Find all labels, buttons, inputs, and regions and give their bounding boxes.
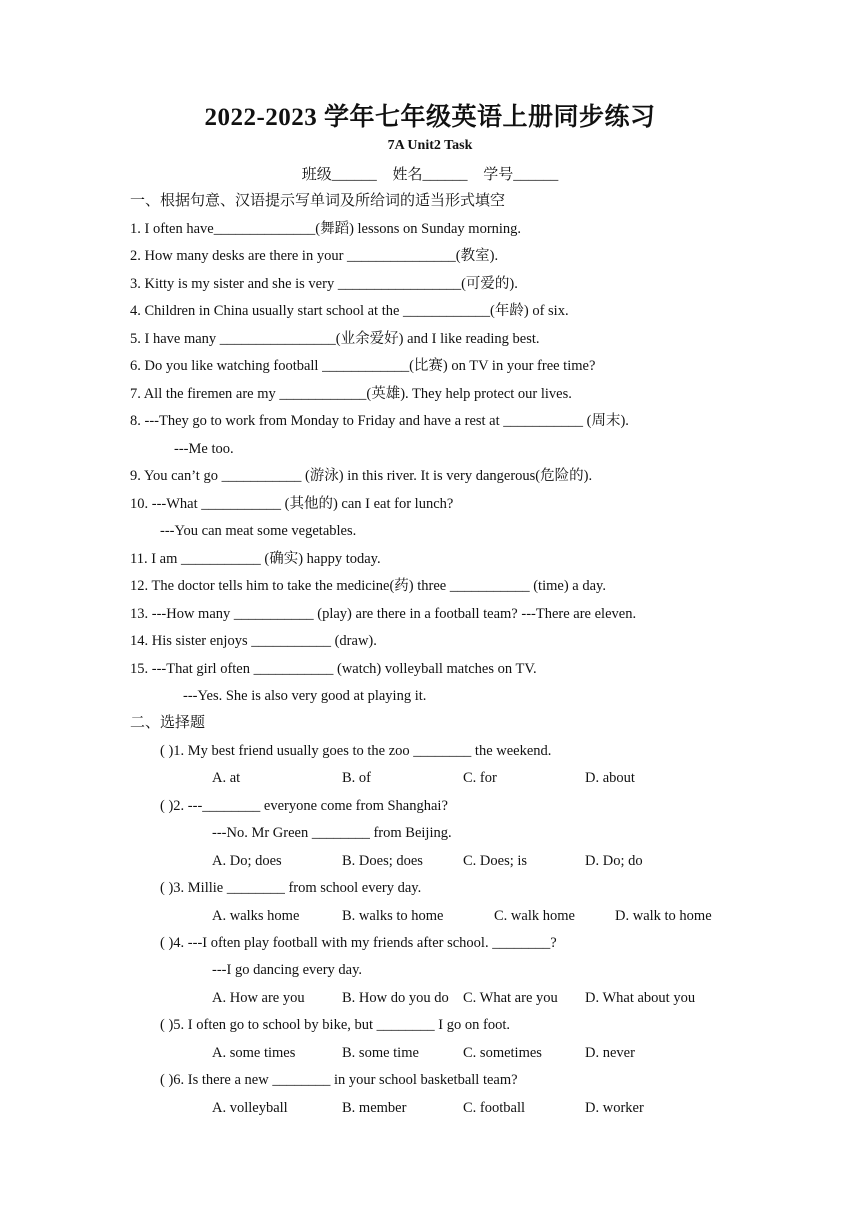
option-c: C. football [463,1100,526,1116]
option-c: C. walk home [494,908,575,924]
fill-item: 10. ---What ___________ (其他的) can I eat for lunch? [130,496,454,512]
question-stem: ( )6. Is there a new ________ in your school basketball team? [160,1072,518,1088]
option-c: C. sometimes [463,1045,542,1061]
option-a: A. volleyball [212,1100,288,1116]
fill-item: 11. I am ___________ (确实) happy today. [130,551,381,567]
question-reply: ---I go dancing every day. [212,962,363,978]
section2-heading: 二、选择题 [130,715,206,731]
option-a: A. How are you [212,990,305,1006]
option-b: B. member [342,1100,407,1116]
fill-item: 12. The doctor tells him to take the medicine(药) three ___________ (time) a day. [130,578,606,594]
option-c: C. Does; is [463,853,528,869]
option-a: A. walks home [212,908,300,924]
name-field: 姓名______ [392,167,468,183]
option-b: B. some time [342,1045,419,1061]
fill-item: 5. I have many ________________(业余爱好) and I like reading best. [130,331,540,347]
option-b: B. of [342,770,371,786]
option-d: D. worker [585,1100,644,1116]
fill-item: 15. ---That girl often ___________ (watch) volleyball matches on TV. [130,661,537,677]
option-d: D. Do; do [585,853,643,869]
option-c: C. What are you [463,990,558,1006]
option-d: D. about [585,770,635,786]
fill-item: 14. His sister enjoys ___________ (draw). [130,633,377,649]
fill-item: 7. All the firemen are my ____________(英雄). They help protect our lives. [130,386,572,402]
fill-item: 4. Children in China usually start school at the ____________(年龄) of six. [130,303,569,319]
fill-item: 13. ---How many ___________ (play) are there in a football team? ---There are eleven. [130,606,637,622]
option-d: D. What about you [585,990,696,1006]
option-d: D. walk to home [615,908,712,924]
fill-item: 2. How many desks are there in your _______________(教室). [130,248,499,264]
fill-item-reply: ---Yes. She is also very good at playing it. [183,688,427,704]
fill-item: 8. ---They go to work from Monday to Friday and have a rest at ___________ (周末). [130,413,629,429]
student-id-field: 学号______ [483,167,559,183]
option-d: D. never [585,1045,635,1061]
student-info-line [0,163,860,184]
option-c: C. for [463,770,497,786]
page-subtitle: 7A Unit2 Task [387,138,473,153]
option-a: A. at [212,770,241,786]
class-field: 班级______ [301,167,377,183]
question-stem: ( )1. My best friend usually goes to the zoo ________ the weekend. [160,743,552,759]
fill-item: 9. You can’t go ___________ (游泳) in this river. It is very dangerous(危险的). [130,468,593,484]
fill-item: 6. Do you like watching football ____________(比赛) on TV in your free time? [130,358,596,374]
option-b: B. How do you do [342,990,449,1006]
option-b: B. walks to home [342,908,444,924]
option-a: A. some times [212,1045,296,1061]
option-b: B. Does; does [342,853,423,869]
question-stem: ( )4. ---I often play football with my friends after school. ________? [160,935,557,951]
fill-item: 3. Kitty is my sister and she is very _________________(可爱的). [130,276,518,292]
fill-item-reply: ---Me too. [174,441,234,457]
fill-item: 1. I often have______________(舞蹈) lessons on Sunday morning. [130,221,522,237]
question-stem: ( )2. ---________ everyone come from Shanghai? [160,798,448,814]
question-reply: ---No. Mr Green ________ from Beijing. [212,825,452,841]
option-a: A. Do; does [212,853,282,869]
page-title: 2022-2023 学年七年级英语上册同步练习 [204,104,656,131]
question-stem: ( )5. I often go to school by bike, but ________ I go on foot. [160,1017,510,1033]
section1-heading: 一、根据句意、汉语提示写单词及所给词的适当形式填空 [130,193,506,209]
question-stem: ( )3. Millie ________ from school every day. [160,880,422,896]
fill-item-reply: ---You can meat some vegetables. [160,523,357,539]
